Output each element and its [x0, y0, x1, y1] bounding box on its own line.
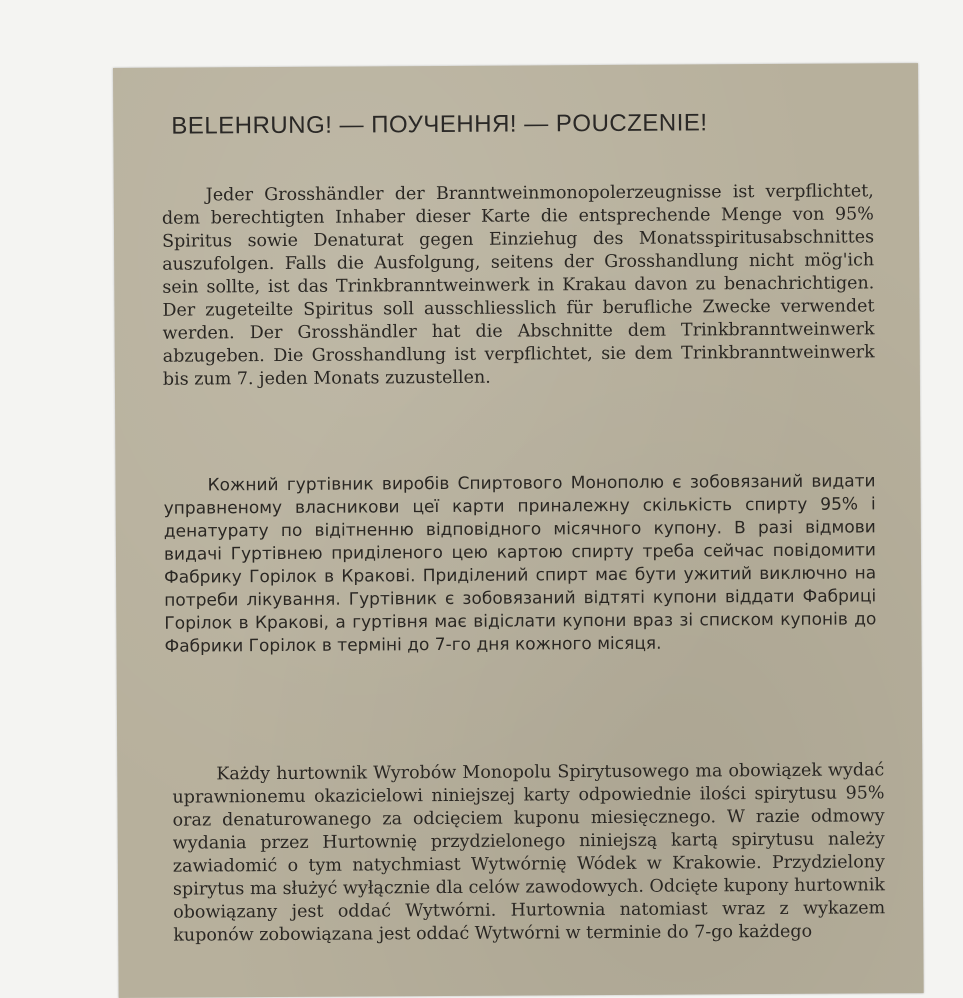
paragraph-polish: Każdy hurtownik Wyrobów Monopolu Spirytusowego ma obowiązek wydać uprawnionemu okazicielowi niniejszej karty odpowiednie ilości spirytusu 95% oraz denaturowanego za odcięciem kuponu miesięcznego. W razie odmowy wydania przez Hurtownię przydzielonego niniejszą kartą spirytusu należy zawiadomić o tym natychmiast Wytwórnię Wódek w Krakowie. Przydzielony spirytus ma służyć wyłącznie dla celów zawodowych. Odcięte kupony hurtownik obowiązany jest oddać Wytwórni. Hurtownia natomiast wraz z wykazem kuponów zobowiązana jest oddać Wytwórni w terminie do 7-go każdego [172, 760, 886, 946]
document-page [113, 63, 924, 998]
paragraph-ukrainian: Кожний гуртівник виробів Спиртового Монополю є зобовязаний видати управненому власникови цеї карти приналежну скількість спирту 95% і денатурату по відітненню відповідного місячного купону. В разі відмови видачі Гуртівнею приділеного цею картою спирту треба сейчас повідомити Фабрику Горілок в Кракові. Приділений спирт має бути ужитий виключно на потреби лікування. Гуртівник є зобовязаний відтяті купони віддати Фабриці Горілок в Кракові, а гуртівня має відіслати купони враз зі списком купонів до Фабрики Горілок в терміні до 7-го дня кожного місяця. [163, 471, 877, 657]
paragraph-german: Jeder Grosshändler der Branntweinmonopolerzeugnisse ist verpflichtet, dem berechtigten Inhaber dieser Karte die entsprechende Menge von 95% Spiritus sowie Denaturat gegen Einziehug des Monatsspiritusabschnittes auszufolgen. Falls die Ausfolgung, seitens der Grosshandlung nicht mög'ich sein sollte, ist das Trinkbranntweinwerk in Krakau davon zu benachrichtigen. Der zugeteilte Spiritus soll ausschliesslich für berufliche Zwecke verwendet werden. Der Grosshändler hat die Abschnitte dem Trinkbranntweinwerk abzugeben. Die Grosshandlung ist verpflichtet, sie dem Trinkbranntweinwerk bis zum 7. jeden Monats zuzustellen. [161, 181, 875, 390]
document-title: BELEHRUNG! — ПОУЧЕННЯ! — POUCZENIE! [171, 109, 708, 140]
